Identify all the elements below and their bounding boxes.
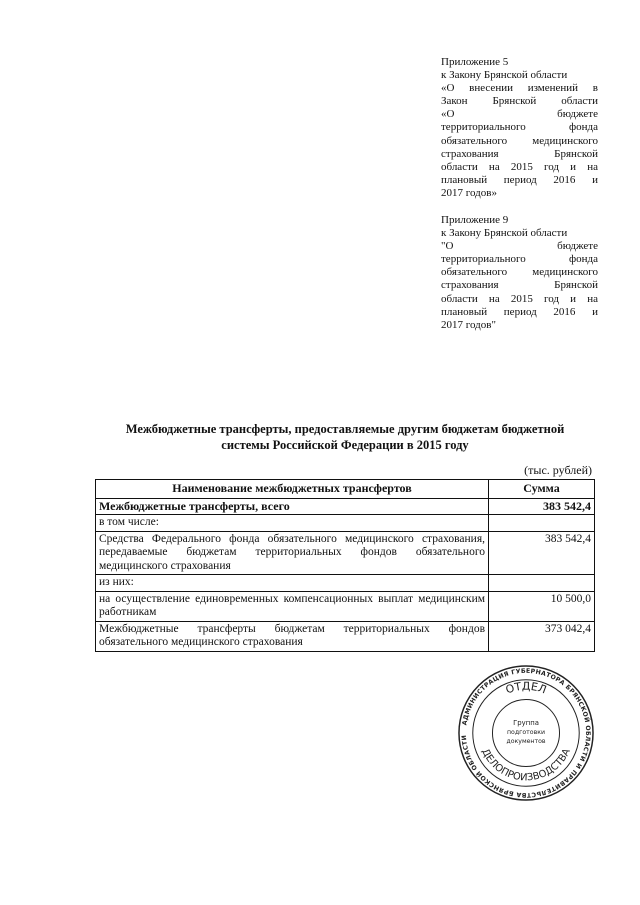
annex-line: страхования Брянской	[441, 279, 598, 292]
svg-text:ДЕЛОПРОИЗВОДСТВА	[479, 747, 573, 784]
annex-line: территориального фонда	[441, 253, 598, 266]
header-name: Наименование межбюджетных трансфертов	[96, 480, 489, 499]
document-title	[96, 421, 594, 453]
annex-line: обязательного медицинского	[441, 134, 598, 147]
annex-line: к Закону Брянской области	[441, 227, 568, 240]
stamp-center-line: Группа	[513, 719, 539, 728]
department-stamp	[457, 664, 595, 802]
annex-line: страхования Брянской	[441, 147, 598, 160]
table-header-row	[96, 480, 595, 499]
row-name: Средства Федерального фонда обязательного медицинского страхования, передаваемые бюджетам территориальных фондов обязательного медицинского страхования	[96, 531, 489, 575]
row-sum: 10 500,0	[489, 591, 595, 621]
row-name: в том числе:	[96, 515, 489, 532]
annex-line: области на 2015 год и на	[441, 160, 598, 173]
stamp-outer-text: АДМИНИСТРАЦИЯ ГУБЕРНАТОРА БРЯНСКОЙ ОБЛАСТИ И ПРАВИТЕЛЬСТВА БРЯНСКОЙ ОБЛАСТИ	[460, 667, 592, 799]
row-sum	[489, 575, 595, 592]
table-row	[96, 591, 595, 621]
row-sum: 383 542,4	[489, 498, 595, 515]
title-line-2: системы Российской Федерации в 2015 году	[221, 438, 469, 452]
row-sum: 383 542,4	[489, 531, 595, 575]
table-row	[96, 515, 595, 532]
annex-line: «О внесении изменений в	[441, 82, 598, 95]
row-name: Межбюджетные трансферты бюджетам территориальных фондов обязательного медицинского страхования	[96, 621, 489, 651]
svg-text:ОТДЕЛ	[504, 680, 548, 697]
annex-line: к Закону Брянской области	[441, 69, 568, 82]
annex-line: обязательного медицинского	[441, 266, 598, 279]
annex-line: 2017 годов»	[441, 186, 497, 199]
title-line-1: Межбюджетные трансферты, предоставляемые другим бюджетам бюджетной	[125, 422, 565, 436]
row-name: Межбюджетные трансферты, всего	[96, 498, 489, 515]
annex-line: области на 2015 год и на	[441, 292, 598, 305]
annex-line: Приложение 9	[441, 214, 509, 226]
table-row	[96, 575, 595, 592]
row-name: на осуществление единовременных компенсационных выплат медицинским работникам	[96, 591, 489, 621]
units-label: (тыс. рублей)	[524, 463, 592, 477]
row-sum	[489, 515, 595, 532]
transfers-table	[95, 479, 595, 652]
row-name: из них:	[96, 575, 489, 592]
annex-line: территориального фонда	[441, 121, 598, 134]
header-sum: Сумма	[489, 480, 595, 499]
stamp-top-text: ОТДЕЛ	[503, 679, 549, 697]
annex-line: плановый период 2016 и	[441, 173, 598, 186]
annex-line: 2017 годов"	[441, 318, 496, 331]
annex-line: Приложение 5	[441, 56, 509, 68]
annex-5-reference	[441, 56, 598, 200]
annex-9-reference	[441, 214, 598, 332]
stamp-center-line: документов	[506, 737, 546, 745]
annex-line: "О бюджете	[441, 240, 598, 253]
table-row	[96, 621, 595, 651]
table-row	[96, 531, 595, 575]
table-row	[96, 498, 595, 515]
stamp-bottom-text: ДЕЛОПРОИЗВОДСТВА	[479, 747, 573, 784]
annex-line: «О бюджете	[441, 108, 598, 121]
annex-line: Закон Брянской области	[441, 95, 598, 108]
annex-line: плановый период 2016 и	[441, 305, 598, 318]
stamp-center-line: подготовки	[506, 728, 546, 736]
row-sum: 373 042,4	[489, 621, 595, 651]
